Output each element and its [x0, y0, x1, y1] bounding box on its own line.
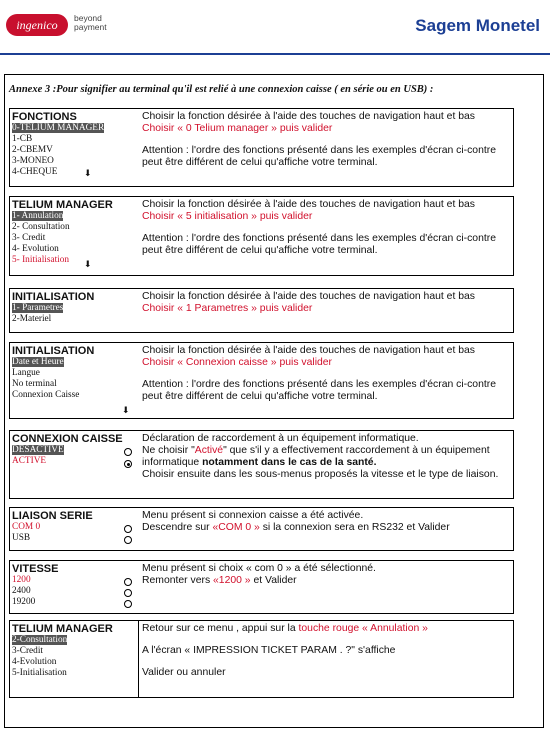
instructions: [142, 623, 510, 679]
radio-off-icon: [124, 525, 132, 533]
screen-title: CONNEXION CAISSE: [12, 433, 123, 445]
instruction-text: Choisir la fonction désirée à l'aide des touches de navigation haut et bas: [142, 345, 475, 356]
radio-off-icon: [124, 600, 132, 608]
menu-item: Connexion Caisse: [12, 390, 80, 400]
screen-column: [12, 510, 138, 544]
menu-item: 2-CBEMV: [12, 145, 53, 155]
instruction-action: [142, 522, 510, 534]
radio-off-icon: [124, 536, 132, 544]
instructions: [142, 510, 510, 534]
screen-column: [12, 345, 138, 401]
header-divider: [0, 53, 550, 55]
menu-item-selected: 2-Consultation: [12, 635, 68, 645]
instruction-text: Menu présent si connexion caisse a été activée.: [142, 510, 364, 521]
text-fragment-red: «COM 0 »: [212, 522, 260, 533]
instruction-text: Choisir la fonction désirée à l'aide des touches de navigation haut et bas: [142, 111, 475, 122]
text-fragment-bold: notamment dans le cas de la santé.: [202, 457, 377, 468]
screen-title: INITIALISATION: [12, 345, 95, 357]
logo-tagline: [74, 14, 107, 32]
text-fragment: " que s'il y a effectivement raccordement à un équipement informatique: [142, 445, 490, 468]
screen-title: TELIUM MANAGER: [12, 623, 113, 635]
instructions: [142, 563, 510, 587]
screen-title: TELIUM MANAGER: [12, 199, 113, 211]
menu-item-selected: Date et Heure: [12, 357, 64, 367]
menu-item: 2-Materiel: [12, 314, 52, 324]
vitesse-panel: [9, 560, 514, 614]
screen-column: [12, 433, 138, 467]
tagline-line: payment: [74, 22, 107, 32]
menu-item: No terminal: [12, 379, 57, 389]
instruction-warning: [142, 445, 510, 469]
initialisation-settings-panel: [9, 342, 514, 419]
radio-off-icon: [124, 448, 132, 456]
screen-title: FONCTIONS: [12, 111, 77, 123]
scroll-down-icon: ⬇: [84, 259, 92, 269]
menu-item: 3-Credit: [12, 646, 43, 656]
instructions: [142, 111, 510, 169]
instruction-note: Attention : l'ordre des fonctions présenté dans les exemples d'écran ci-contre peut être différent de celui qu'affiche votre terminal.: [142, 233, 496, 256]
brand-name: Sagem Monetel: [415, 16, 540, 35]
option-selected: DESACTIVE: [12, 445, 64, 455]
option-19200: 19200: [12, 597, 36, 607]
page-header: [0, 0, 550, 58]
text-fragment: et Valider: [250, 575, 297, 586]
instruction-text: Choisir la fonction désirée à l'aide des touches de navigation haut et bas: [142, 291, 475, 302]
menu-item-target: 5- Initialisation: [12, 255, 70, 265]
menu-item: 4-Evolution: [12, 657, 57, 667]
tagline-line: beyond: [74, 13, 102, 23]
instruction-note: Attention : l'ordre des fonctions présenté dans les exemples d'écran ci-contre peut être différent de celui qu'affiche votre terminal.: [142, 379, 496, 402]
liaison-serie-panel: [9, 507, 514, 551]
screen-column: [12, 199, 138, 266]
text-fragment: Retour sur ce menu , appui sur la: [142, 623, 299, 634]
radio-off-icon: [124, 578, 132, 586]
instructions: [142, 291, 510, 315]
column-divider: [138, 621, 139, 697]
instruction-action: Choisir « 1 Parametres » puis valider: [142, 303, 313, 314]
menu-item: 1-CB: [12, 134, 33, 144]
instruction-text: [142, 623, 510, 635]
option-1200: 1200: [12, 575, 31, 585]
instruction-text: Choisir ensuite dans les sous-menus proposés la vitesse et le type de liaison.: [142, 469, 499, 480]
option-com0: COM 0: [12, 522, 41, 532]
screen-title: VITESSE: [12, 563, 59, 575]
menu-item: 5-Initialisation: [12, 668, 67, 678]
instruction-action: [142, 575, 510, 587]
instruction-text: Valider ou annuler: [142, 667, 226, 678]
telium-manager-return-panel: [9, 620, 514, 698]
instructions: [142, 199, 510, 257]
fonctions-panel: [9, 108, 514, 187]
instruction-text: A l'écran « IMPRESSION TICKET PARAM . ?" s'affiche: [142, 645, 396, 656]
scroll-down-icon: ⬇: [84, 168, 92, 178]
ingenico-logo: ingenico: [6, 14, 68, 36]
option-2400: 2400: [12, 586, 31, 596]
menu-item: 3- Credit: [12, 233, 46, 243]
menu-item-selected: 1- Annulation: [12, 211, 64, 221]
radio-off-icon: [124, 589, 132, 597]
instruction-action: Choisir « Connexion caisse » puis valider: [142, 357, 333, 368]
menu-item: 4- Evolution: [12, 244, 59, 254]
menu-item-selected: 1- Parametres: [12, 303, 64, 313]
text-fragment: Remonter vers: [142, 575, 214, 586]
text-fragment-red: Activé: [194, 445, 224, 456]
instruction-text: Choisir la fonction désirée à l'aide des touches de navigation haut et bas: [142, 199, 475, 210]
menu-item-selected: 0-TELIUM MANAGER: [12, 123, 105, 133]
radio-on-icon: [124, 460, 132, 468]
connexion-caisse-panel: [9, 430, 514, 499]
text-fragment-red: touche rouge « Annulation »: [298, 623, 428, 634]
screen-title: INITIALISATION: [12, 291, 95, 303]
instruction-action: Choisir « 5 initialisation » puis valider: [142, 211, 313, 222]
option-usb: USB: [12, 533, 31, 543]
text-fragment-red: «1200 »: [213, 575, 251, 586]
telium-manager-panel: [9, 196, 514, 276]
menu-item: Langue: [12, 368, 40, 378]
screen-column: [12, 111, 138, 178]
initialisation-panel: [9, 288, 514, 333]
screen-title: LIAISON SERIE: [12, 510, 93, 522]
menu-item: 4-CHEQUE: [12, 167, 58, 177]
screen-column: [12, 291, 138, 325]
text-fragment: si la connexion sera en RS232 et Valider: [259, 522, 450, 533]
instructions: [142, 433, 510, 481]
instruction-text: Déclaration de raccordement à un équipement informatique.: [142, 433, 419, 444]
screen-column: [12, 563, 138, 608]
text-fragment: Ne choisir ": [142, 445, 195, 456]
menu-item: 3-MONEO: [12, 156, 54, 166]
instructions: [142, 345, 510, 403]
scroll-down-icon: ⬇: [122, 405, 130, 415]
annex-title: Annexe 3 :Pour signifier au terminal qu'il est relié à une connexion caisse ( en série ou en USB) :: [9, 84, 434, 95]
instruction-note: Attention : l'ordre des fonctions présenté dans les exemples d'écran ci-contre peut être différent de celui qu'affiche votre terminal.: [142, 145, 496, 168]
screen-column: [12, 623, 138, 679]
option-active: ACTIVE: [12, 456, 47, 466]
instruction-action: Choisir « 0 Telium manager » puis valider: [142, 123, 333, 134]
menu-item: 2- Consultation: [12, 222, 70, 232]
instruction-text: Menu présent si choix « com 0 » a été sélectionné.: [142, 563, 376, 574]
text-fragment: Descendre sur: [142, 522, 213, 533]
